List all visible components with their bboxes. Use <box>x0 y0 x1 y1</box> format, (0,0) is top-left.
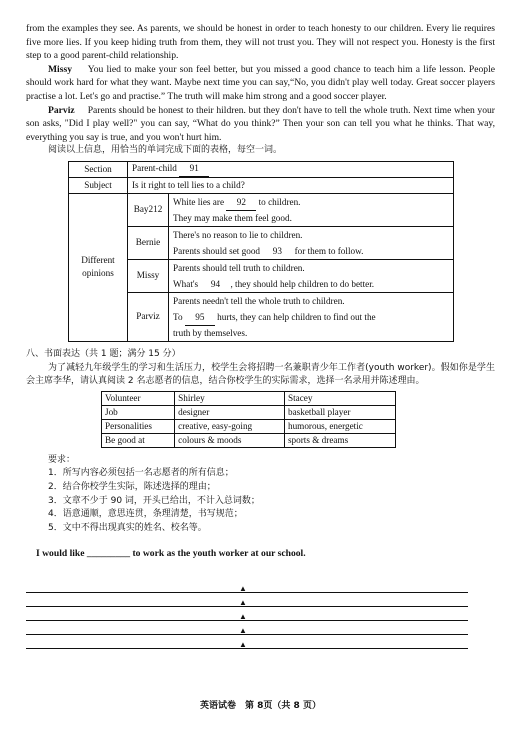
parviz-paragraph <box>26 104 495 145</box>
writing-line[interactable] <box>26 634 468 635</box>
subject-row <box>69 177 454 193</box>
requirement-3: 3．文章不少于 90 词，开头已给出，不计入总词数； <box>48 495 260 506</box>
writing-line[interactable] <box>26 620 468 621</box>
reading-instruction: 阅读以上信息，用恰当的单词完成下面的表格，每空一词。 <box>48 145 283 156</box>
opinions-label: Different opinions <box>69 193 128 341</box>
opinion-bernie: There's no reason to lie to children. Parents should set good 93 for them to follow. <box>169 226 454 259</box>
requirement-2: 2．结合你校学生实际，陈述选择的理由； <box>48 481 216 492</box>
triangle-marker-icon: ▲ <box>239 612 247 621</box>
section-prefix: Parent-child <box>132 163 177 174</box>
parviz-text: Parents should be honest to their hildren. but they don't have to tell the whole truth. Next time when your son asks, "Did I play well?" you can say, “What do you think?” Then your son can tell you what he thinks. That way, everything you say is true, and you won't hurt him. <box>26 104 495 143</box>
volunteer-row-good-at: Be good at colours & moods sports & dreams <box>102 433 396 447</box>
triangle-marker-icon: ▲ <box>239 626 247 635</box>
requirements-title: 要求： <box>48 454 76 465</box>
triangle-marker-icon: ▲ <box>239 584 247 593</box>
blank-94[interactable]: 94 <box>200 276 230 293</box>
writing-line[interactable] <box>26 592 468 593</box>
section-row <box>69 161 454 177</box>
writing-line[interactable] <box>26 648 468 649</box>
passage-paragraph: from the examples they see. As parents, we should be honest in order to teach honesty to our children. Every lie requires five more lies. If you keep hiding truth from them, they will not trust you. They will not respect you. Honesty is the first step to a good parent-child relationship. <box>26 23 495 62</box>
blank-93[interactable]: 93 <box>262 243 292 260</box>
requirement-1: 1．所写内容必须包括一名志愿者的所有信息； <box>48 468 234 479</box>
requirement-4: 4．语意通顺，意思连贯，条理清楚，书写规范； <box>48 509 243 520</box>
subject-value: Is it right to tell lies to a child? <box>128 177 454 193</box>
section-8-title: 八、书面表达（共 1 题；满分 15 分） <box>26 348 181 359</box>
person-parviz: Parviz <box>128 292 169 341</box>
volunteer-row-personalities: Personalities creative, easy-going humorous, energetic <box>102 419 396 433</box>
person-missy: Missy <box>128 259 169 292</box>
requirement-5: 5．文中不得出现真实的姓名、校名等。 <box>48 522 207 533</box>
blank-95[interactable]: 95 <box>185 309 215 326</box>
missy-text: You lied to make your son feel better, but you missed a good chance to teach him a life lesson. People should work hard for what they want. Maybe next time you can say,“No, you didn't play well today. Great soccer players practise a lot. Let's go and practise.” The truth will make him strong and a good soccer player. <box>26 63 495 102</box>
person-bernie: Bernie <box>128 226 169 259</box>
volunteer-header-row: Volunteer Shirley Stacey <box>102 391 396 405</box>
blank-92[interactable]: 92 <box>226 194 256 211</box>
opinion-parviz: Parents needn't tell the whole truth to children. To 95 hurts, they can help children to find out the truth by themselves. <box>169 292 454 341</box>
volunteer-table <box>101 391 396 448</box>
page-footer: 英语试卷 第 8页（共 8 页） <box>200 701 321 711</box>
triangle-marker-icon: ▲ <box>239 598 247 607</box>
section-value <box>128 161 454 177</box>
writing-line[interactable] <box>26 606 468 607</box>
triangle-marker-icon: ▲ <box>239 640 247 649</box>
opinion-missy: Parents should tell truth to children. What's 94 , they should help children to do better. <box>169 259 454 292</box>
person-bay212: Bay212 <box>128 193 169 226</box>
volunteer-row-job: Job designer basketball player <box>102 405 396 419</box>
subject-label: Subject <box>69 177 128 193</box>
parviz-name: Parviz <box>48 104 75 116</box>
blank-91[interactable]: 91 <box>179 162 209 177</box>
opinion-row-bay212 <box>69 193 454 226</box>
missy-name: Missy <box>48 63 72 75</box>
requirements <box>48 454 495 536</box>
opinions-table <box>68 161 454 342</box>
opinion-bay212: White lies are 92 to children. They may make them feel good. <box>169 193 454 226</box>
missy-paragraph <box>26 63 495 104</box>
section-8-intro: 为了减轻九年级学生的学习和生活压力，校学生会将招聘一名兼职青少年工作者(youth worker)。假如你是学生会主席李华，请认真阅读 2 名志愿者的信息，结合你校学生的实际需求，选择一名录用并陈述理由。 <box>26 362 495 387</box>
essay-opening: I would like _________ to work as the youth worker at our school. <box>36 548 306 560</box>
section-label: Section <box>69 161 128 177</box>
exam-page <box>26 22 495 561</box>
